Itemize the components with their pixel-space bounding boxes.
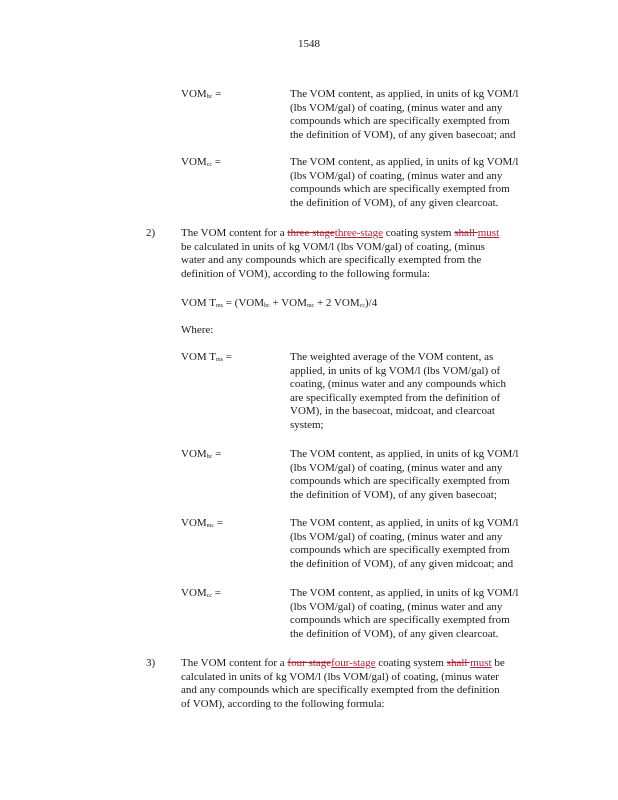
definition-vom-mc: The VOM content, as applied, in units of kg VOM/l (lbs VOM/gal) of coating, (minus water and any compounds which are specifically exempted from the definition of VOM), of any given midcoat; and — [290, 517, 519, 570]
inserted-text: must — [477, 227, 500, 239]
deleted-text: three stage — [287, 227, 335, 239]
item-number-2: 2) — [146, 227, 156, 239]
inserted-text: must — [470, 657, 492, 669]
item-3-paragraph: The VOM content for a four stagefour-stage coating system shall must be calculated in units of kg VOM/l (lbs VOM/gal) of coating, (minus water and any compounds which are specifically exempted from the definition of VOM), according to the following formula: — [181, 657, 541, 711]
item-2-first-line: The VOM content for a three stagethree-stage coating system shall must — [181, 227, 500, 239]
term-vom-cc: $VOM_{cc}$ = — [181, 587, 221, 599]
term-vom-mc: $VOM_{mc}$ = — [181, 517, 223, 529]
page-number: 1548 — [298, 38, 320, 50]
deleted-text: four stage — [287, 657, 332, 669]
deleted-text: shall — [454, 227, 478, 239]
definition-vom-cc: The VOM content, as applied, in units of kg VOM/l (lbs VOM/gal) of coating, (minus water and any compounds which are specifically exempted from the definition of VOM), of any given clearcoat. — [290, 587, 519, 640]
term-vom-cc: $VOM_{cc}$ = — [181, 156, 221, 168]
definition-vom-bc: The VOM content, as applied, in units of kg VOM/l (lbs VOM/gal) of coating, (minus water and any compounds which are specifically exempted from the definition of VOM), of any given basecoat; and — [290, 88, 519, 141]
where-label: Where: — [181, 324, 214, 336]
item-3-first-line: The VOM content for a four stagefour-stage coating system shall must be — [181, 657, 505, 669]
definition-vom-bc: The VOM content, as applied, in units of kg VOM/l (lbs VOM/gal) of coating, (minus water and any compounds which are specifically exempted from the definition of VOM), of any given basecoat; — [290, 448, 519, 501]
item-number-3: 3) — [146, 657, 156, 669]
term-vom-tms: VOM $T_{ms}$ = — [181, 351, 232, 363]
formula-three-stage: VOM $T_{ms} = (VOM_{bc} + VOM_{mc} + 2$ $VOM_{cc})/4$ — [181, 297, 378, 309]
item-2-paragraph: The VOM content for a three stagethree-stage coating system shall must be calculated in units of kg VOM/l (lbs VOM/gal) of coating, (minus water and any compounds which are specifically exempted from the definition of VOM), according to the following formula: — [181, 227, 521, 281]
definition-vom-cc: The VOM content, as applied, in units of kg VOM/l (lbs VOM/gal) of coating, (minus water and any compounds which are specifically exempted from the definition of VOM), of any given clearcoat. — [290, 156, 519, 209]
inserted-text: three-stage — [334, 227, 384, 239]
inserted-text: four-stage — [331, 657, 376, 669]
deleted-text: shall — [446, 657, 471, 669]
term-vom-bc: $VOM_{bc}$ = — [181, 448, 222, 460]
term-vom-bc: $VOM_{bc}$ = — [181, 88, 222, 100]
definition-vom-tms: The weighted average of the VOM content, as applied, in units of kg VOM/l (lbs VOM/gal) of coating, (minus water and any compounds which are specifically exempted from the definition of VOM), in the basecoat, midcoat, and clearcoat system; — [290, 351, 506, 431]
